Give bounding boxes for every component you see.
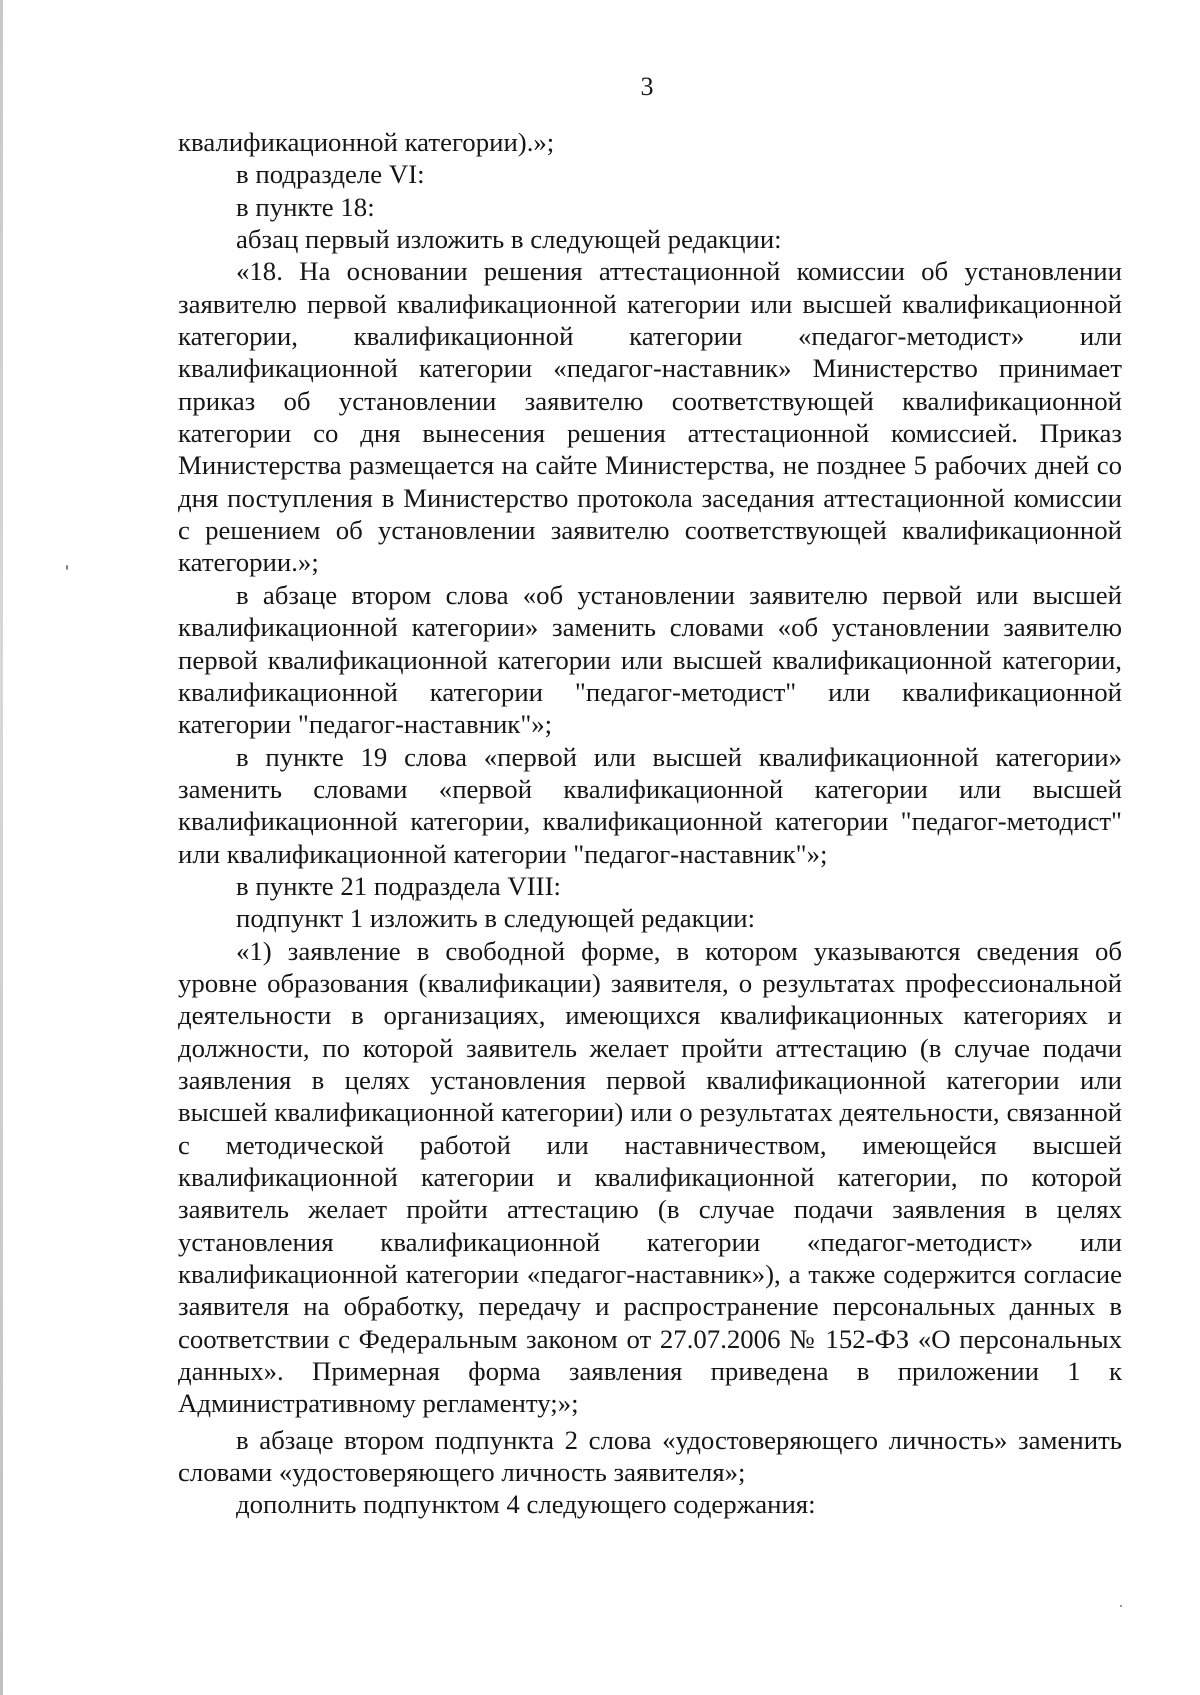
paragraph-point-21: в пункте 21 подраздела VIII: (236, 870, 561, 901)
paragraph-subsection-vi: в подразделе VI: (236, 159, 425, 190)
paragraph-subpoint-4: дополнить подпунктом 4 следующего содержания: (236, 1489, 816, 1520)
paragraph-continuation: квалификационной категории).»; (178, 127, 555, 157)
paragraph-subpoint-1-heading: подпункт 1 изложить в следующей редакции: (236, 903, 756, 934)
paragraph-second-abzac: в абзаце втором слова «об установлении заявителю первой или высшей квалификационной категории» заменить словами «об установлении заявителю первой квалификационной категории или высшей квалификационной категории, квалификационной категории "педагог-методист" или квалификационной категории "педагог-наставник"»; (178, 579, 1122, 740)
paragraph-subpoint-2: в абзаце втором подпункта 2 слова «удостоверяющего личность» заменить словами «удостоверяющего личность заявителя»; (178, 1424, 1122, 1488)
scan-speck (66, 565, 68, 570)
paragraph-point-19: в пункте 19 слова «первой или высшей квалификационной категории» заменить словами «первой квалификационной категории или высшей квалификационной категории, квалификационной категории "педагог-методист" или квалификационной категории "педагог-наставник"»; (178, 741, 1122, 869)
page-number: 3 (640, 72, 654, 101)
scan-speck (1120, 1605, 1122, 1607)
paragraph-subpoint-1-text: «1) заявление в свободной форме, в котором указываются сведения об уровне образования (квалификации) заявителя, о результатах профессиональной деятельности в организациях, имеющихся квалификационных категориях и должности, по которой заявитель желает пройти аттестацию (в случае подачи заявления в целях установления первой квалификационной категории или высшей квалификационной категории) или о результатах деятельности, связанной с методической работой или наставничеством, имеющейся высшей квалификационной категории и квалификационной категории, по которой заявитель желает пройти аттестацию (в случае подачи заявления в целях установления квалификационной категории «педагог-методист» или квалификационной категории «педагог-наставник»), а также содержится согласие заявителя на обработку, передачу и распространение персональных данных в соответствии с Федеральным законом от 27.07.2006 № 152-ФЗ «О персональных данных». Примерная форма заявления приведена в приложении 1 к Административному регламенту;»; (178, 935, 1122, 1419)
paragraph-point-18: в пункте 18: (236, 191, 375, 222)
document-body (178, 126, 1122, 1521)
paragraph-point-18-text: «18. На основании решения аттестационной комиссии об установлении заявителю первой квалификационной категории или высшей квалификационной категории, квалификационной категории «педагог-методист» или квалификационной категории «педагог-наставник» Министерство принимает приказ об установлении заявителю соответствующей квалификационной категории со дня вынесения решения аттестационной комиссией. Приказ Министерства размещается на сайте Министерства, не позднее 5 рабочих дней со дня поступления в Министерство протокола заседания аттестационной комиссии с решением об установлении заявителю соответствующей квалификационной категории.»; (178, 256, 1122, 578)
paragraph-first-abzac: абзац первый изложить в следующей редакции: (236, 224, 782, 255)
scan-edge (0, 0, 3, 1695)
